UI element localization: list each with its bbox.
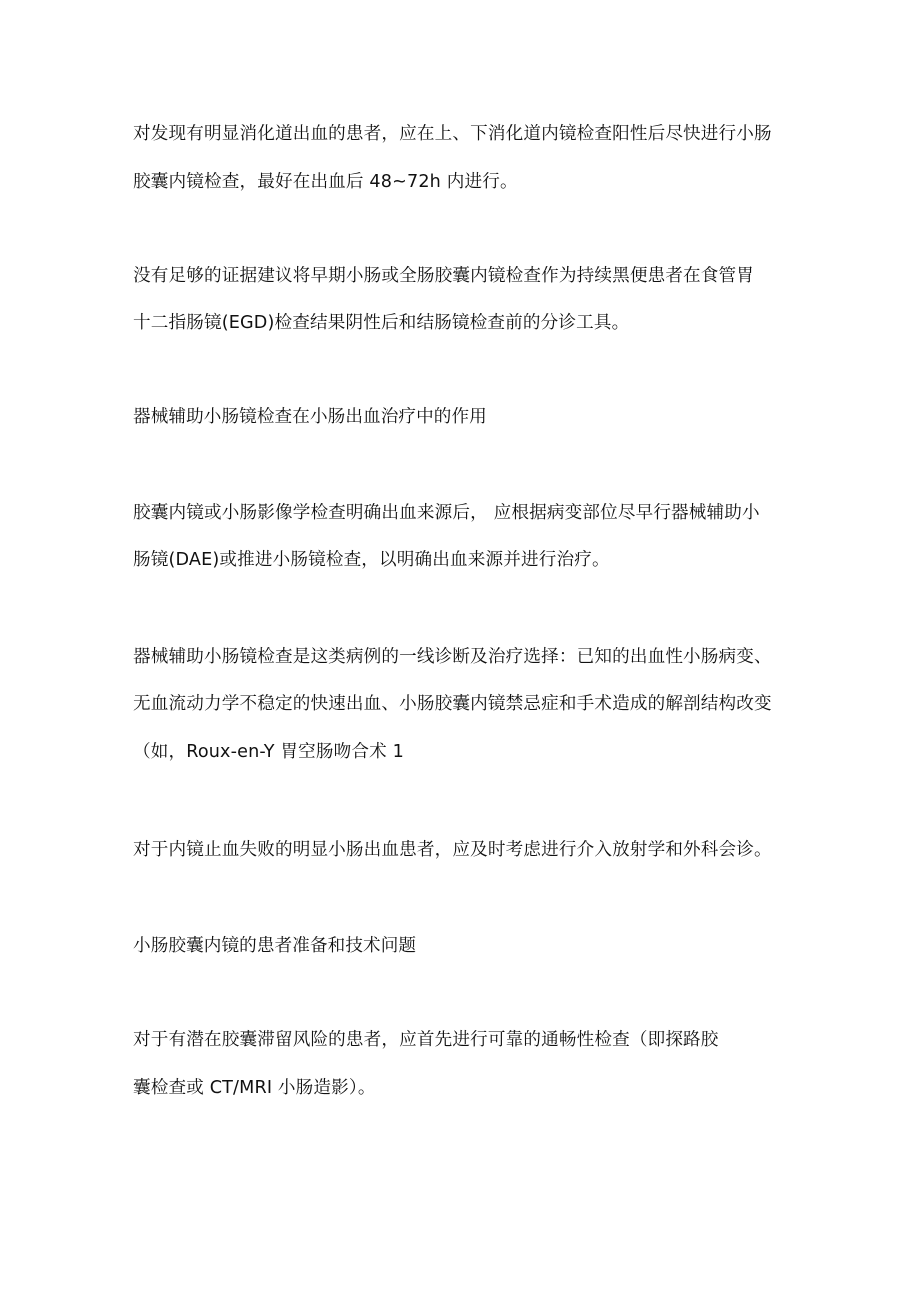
paragraph-4-line-1: 器械辅助小肠镜检查是这类病例的一线诊断及治疗选择：已知的出血性小肠病变、 [133, 647, 772, 667]
paragraph-3-line-2: 肠镜(DAE)或推进小肠镜检查，以明确出血来源并进行治疗。 [133, 550, 610, 570]
paragraph-2-line-1: 没有足够的证据建议将早期小肠或全肠胶囊内镜检查作为持续黑便患者在食管胃 [133, 266, 755, 286]
paragraph-1-line-2: 胶囊内镜检查，最好在出血后 48~72h 内进行。 [133, 172, 518, 192]
paragraph-2-line-2: 十二指肠镜(EGD)检查结果阴性后和结肠镜检查前的分诊工具。 [133, 313, 630, 333]
section-heading-capsule-prep: 小肠胶囊内镜的患者准备和技术问题 [133, 936, 417, 956]
paragraph-4-line-2: 无血流动力学不稳定的快速出血、小肠胶囊内镜禁忌症和手术造成的解剖结构改变 [133, 694, 772, 714]
section-heading-dae-role: 器械辅助小肠镜检查在小肠出血治疗中的作用 [133, 407, 487, 427]
paragraph-3-line-1: 胶囊内镜或小肠影像学检查明确出血来源后， 应根据病变部位尽早行器械辅助小 [133, 503, 760, 523]
paragraph-6-line-2: 囊检查或 CT/MRI 小肠造影）。 [133, 1078, 376, 1098]
paragraph-5-line-1: 对于内镜止血失败的明显小肠出血患者，应及时考虑进行介入放射学和外科会诊。 [133, 840, 772, 860]
paragraph-6-line-1: 对于有潜在胶囊滞留风险的患者，应首先进行可靠的通畅性检查（即探路胶 [133, 1030, 719, 1050]
paragraph-4-line-3: （如，Roux-en-Y 胃空肠吻合术 1 [133, 742, 404, 762]
paragraph-1-line-1: 对发现有明显消化道出血的患者，应在上、下消化道内镜检查阳性后尽快进行小肠 [133, 124, 772, 144]
